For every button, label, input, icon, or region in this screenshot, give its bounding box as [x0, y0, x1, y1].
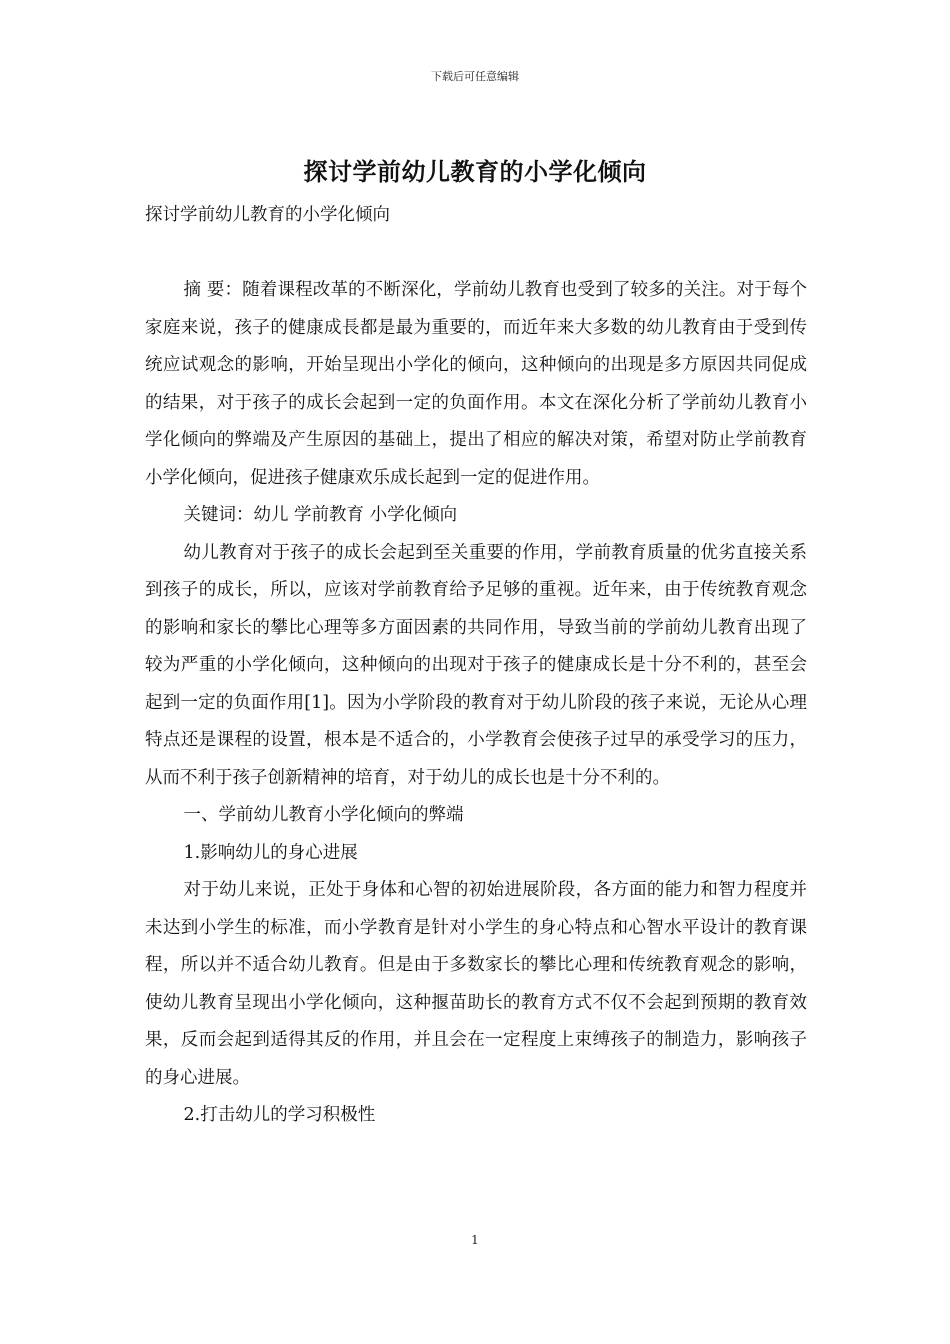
subsection-heading-2: 2.打击幼儿的学习积极性 — [183, 1105, 376, 1125]
intro-paragraph: 幼儿教育对于孩子的成长会起到至关重要的作用，学前教育质量的优劣直接关系到孩子的成长，所以，应该对学前教育给予足够的重视。近年来，由于传统教育观念的影响和家长的攀比心理等多方面因素的共同作用，导致当前的学前幼儿教育出现了较为严重的小学化倾向，这种倾向的出现对于孩子的健康成长是十分不利的，甚至会起到一定的负面作用[1]。因为小学阶段的教育对于幼儿阶段的孩子来说，无论从心理特点还是课程的设置，根本是不适合的，小学教育会使孩子过早的承受学习的压力，从而不利于孩子创新精神的培育，对于幼儿的成长也是十分不利的。 — [145, 542, 807, 788]
page-number: 1 — [471, 1233, 479, 1247]
section-heading-1: 一、学前幼儿教育小学化倾向的弊端 — [183, 805, 464, 825]
document-body — [145, 197, 807, 1135]
header-note: 下载后可任意编辑 — [431, 70, 519, 83]
document-subtitle: 探讨学前幼儿教育的小学化倾向 — [145, 205, 390, 225]
subsection-heading-1: 1.影响幼儿的身心进展 — [183, 842, 358, 863]
document-title: 探讨学前幼儿教育的小学化倾向 — [303, 157, 647, 186]
keywords-line: 关键词：幼儿 学前教育 小学化倾向 — [183, 505, 458, 525]
subsection-1-paragraph: 对于幼儿来说，正处于身体和心智的初始进展阶段，各方面的能力和智力程度并未达到小学生的标准，而小学教育是针对小学生的身心特点和心智水平设计的教育课程，所以并不适合幼儿教育。但是由于多数家长的攀比心理和传统教育观念的影响，使幼儿教育呈现出小学化倾向，这种揠苗助长的教育方式不仅不会起到预期的教育效果，反而会起到适得其反的作用，并且会在一定程度上束缚孩子的制造力，影响孩子的身心进展。 — [145, 880, 807, 1088]
abstract-paragraph: 摘 要：随着课程改革的不断深化，学前幼儿教育也受到了较多的关注。对于每个家庭来说，孩子的健康成長都是最为重要的，而近年来大多数的幼儿教育由于受到传统应试观念的影响，开始呈现出小学化的倾向，这种倾向的出现是多方原因共同促成的结果，对于孩子的成长会起到一定的负面作用。本文在深化分析了学前幼儿教育小学化倾向的弊端及产生原因的基础上，提出了相应的解决对策，希望对防止学前教育小学化倾向，促进孩子健康欢乐成长起到一定的促进作用。 — [145, 280, 807, 488]
